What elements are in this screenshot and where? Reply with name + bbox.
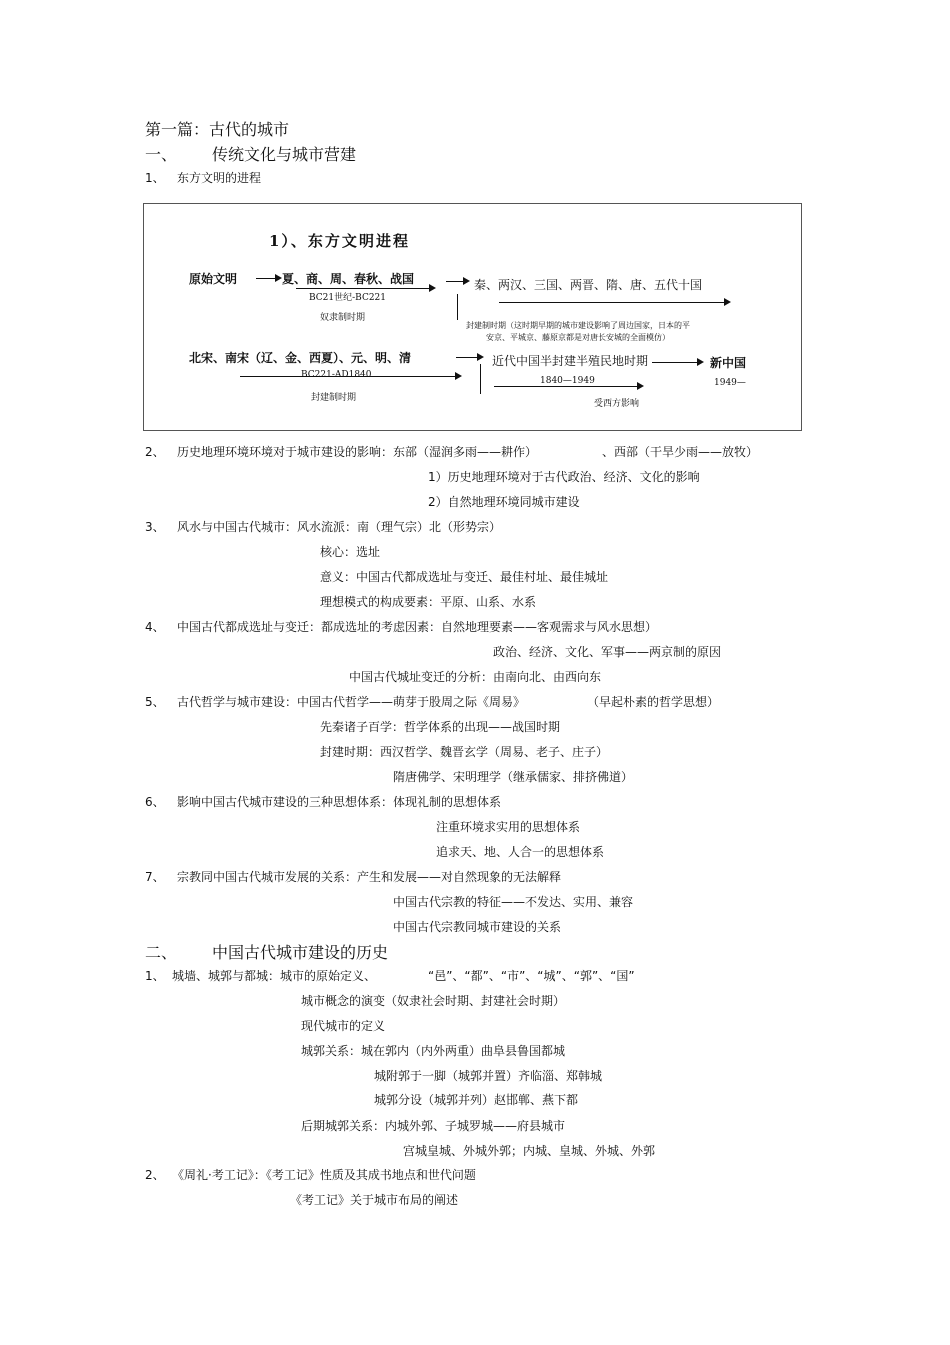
civilization-timeline-figure (143, 203, 802, 431)
item-4-text: 中国古代都成选址与变迁：都成选址的考虑因素：自然地理要素——客观需求与风水思想） (177, 620, 658, 634)
item-5-text: 古代哲学与城市建设：中国古代哲学——萌芽于股周之际《周易》 (177, 695, 526, 709)
timeline-xia-zhou: 夏、商、周、春秋、战国 (282, 272, 415, 286)
feudal-note-line-1: 封建制时期（这时期早期的城市建设影响了周边国家，日本的平 (466, 321, 690, 330)
s2-item-1-number: 1、 (145, 969, 165, 983)
item-3-text: 风水与中国古代城市：风水流派：南（理气宗）北（形势宗） (177, 520, 502, 534)
item-6-number: 6、 (145, 795, 165, 809)
arrow-1 (256, 278, 280, 279)
item-5-sub-1: 先秦诸子百学：哲学体系的出现——战国时期 (320, 720, 561, 734)
item-1-number: 1、 (145, 171, 165, 185)
modern-date-range: 1840—1949 (540, 376, 595, 386)
item-2-text: 历史地理环境环境对于城市建设的影响：东部（湿润多雨——耕作） (177, 445, 538, 459)
item-3-sub-2: 意义：中国古代都成选址与变迁、最佳村址、最佳城址 (320, 570, 609, 584)
item-6-sub-1: 注重环境求实用的思想体系 (436, 820, 581, 834)
section-1-title: 传统文化与城市营建 (212, 145, 357, 164)
page-title: 第一篇：古代的城市 (145, 120, 290, 139)
timeline-qin-tang: 秦、两汉、三国、两晋、隋、唐、五代十国 (474, 278, 703, 292)
arrow-feudal-1 (499, 302, 729, 303)
item-7-number: 7、 (145, 870, 165, 884)
s2-item-1-sub-6: 后期城郭关系：内城外郭、子城罗城——府县城市 (301, 1119, 566, 1133)
divider-2 (480, 364, 481, 394)
item-5-number: 5、 (145, 695, 165, 709)
divider-1 (457, 294, 458, 320)
item-1-text: 东方文明的进程 (177, 171, 262, 185)
s2-item-2-number: 2、 (145, 1168, 165, 1182)
arrow-3 (456, 357, 482, 358)
slave-period-label: 奴隶制时期 (320, 313, 366, 323)
section-2-title: 中国古代城市建设的历史 (212, 943, 389, 962)
s2-item-1-sub-4: 城附郭于一脚（城郭并置）齐临淄、郑韩城 (374, 1069, 603, 1083)
item-3-sub-3: 理想模式的构成要素：平原、山系、水系 (320, 595, 537, 609)
s2-item-1-text: 城墙、城郭与都城：城市的原始定义、 (172, 969, 377, 983)
new-china-date: 1949— (714, 378, 746, 388)
arrow-slave-period (296, 288, 434, 289)
s2-item-1-text-b: “邑”、“都”、“市”、“城”、“郭”、“国” (428, 969, 635, 983)
s2-item-1-sub-1: 城市概念的演变（奴隶社会时期、封建社会时期） (301, 994, 566, 1008)
item-2-text-b: 、西部（干旱少雨——放牧） (602, 445, 759, 459)
item-5-sub-2: 封建时期：西汉哲学、魏晋玄学（周易、老子、庄子） (320, 745, 609, 759)
feudal-date-range: BC221-AD1840 (301, 370, 372, 380)
timeline-song-qing: 北宋、南宋（辽、金、西夏）、元、明、清 (189, 351, 412, 365)
timeline-modern-china: 近代中国半封建半殖民地时期 (492, 354, 649, 368)
s2-item-1-sub-7: 宫城皇城、外城外郭；内城、皇城、外城、外郭 (403, 1144, 656, 1158)
section-2-number: 二、 (145, 943, 178, 962)
timeline-primitive: 原始文明 (189, 272, 238, 286)
figure-title: 1）、东方文明进程 (269, 232, 410, 250)
item-4-sub-2: 中国古代城址变迁的分析：由南向北、由西向东 (349, 670, 602, 684)
item-7-sub-1: 中国古代宗教的特征——不发达、实用、兼容 (393, 895, 634, 909)
item-4-number: 4、 (145, 620, 165, 634)
arrow-modern-period (494, 386, 642, 387)
s2-item-1-sub-5: 城郭分设（城郭并列）赵邯郸、燕下都 (374, 1093, 579, 1107)
s2-item-1-sub-3: 城郭关系：城在郭内（内外两重）曲阜县鲁国都城 (301, 1044, 566, 1058)
item-6-text: 影响中国古代城市建设的三种思想体系：体现礼制的思想体系 (177, 795, 502, 809)
item-4-sub-1: 政治、经济、文化、军事——两京制的原因 (493, 645, 722, 659)
section-1-number: 一、 (145, 145, 178, 164)
item-6-sub-2: 追求天、地、人合一的思想体系 (436, 845, 605, 859)
item-2-sub-2: 2）自然地理环境同城市建设 (428, 495, 580, 509)
s2-item-1-sub-2: 现代城市的定义 (301, 1019, 386, 1033)
item-3-number: 3、 (145, 520, 165, 534)
arrow-2 (446, 281, 468, 282)
arrow-4 (652, 362, 702, 363)
item-7-text: 宗教同中国古代城市发展的关系：产生和发展——对自然现象的无法解释 (177, 870, 562, 884)
item-7-sub-2: 中国古代宗教同城市建设的关系 (393, 920, 562, 934)
item-2-number: 2、 (145, 445, 165, 459)
western-influence-label: 受西方影响 (594, 399, 640, 409)
s2-item-2-sub-1: 《考工记》关于城市布局的阐述 (290, 1193, 459, 1207)
s2-item-2-text: 《周礼·考工记》：《考工记》性质及其成书地点和世代问题 (172, 1168, 476, 1182)
item-5-text-b: （早起朴素的哲学思想） (587, 695, 720, 709)
timeline-new-china: 新中国 (710, 356, 747, 370)
item-5-sub-3: 隋唐佛学、宋明理学（继承儒家、排挤佛道） (393, 770, 634, 784)
item-2-sub-1: 1）历史地理环境对于古代政治、经济、文化的影响 (428, 470, 700, 484)
feudal-note-line-2: 安京、平城京、藤原京都是对唐长安城的全面模仿） (486, 333, 670, 342)
item-3-sub-1: 核心：选址 (320, 545, 381, 559)
slave-date-range: BC21世纪-BC221 (309, 293, 387, 303)
feudal-period-label: 封建制时期 (311, 393, 357, 403)
